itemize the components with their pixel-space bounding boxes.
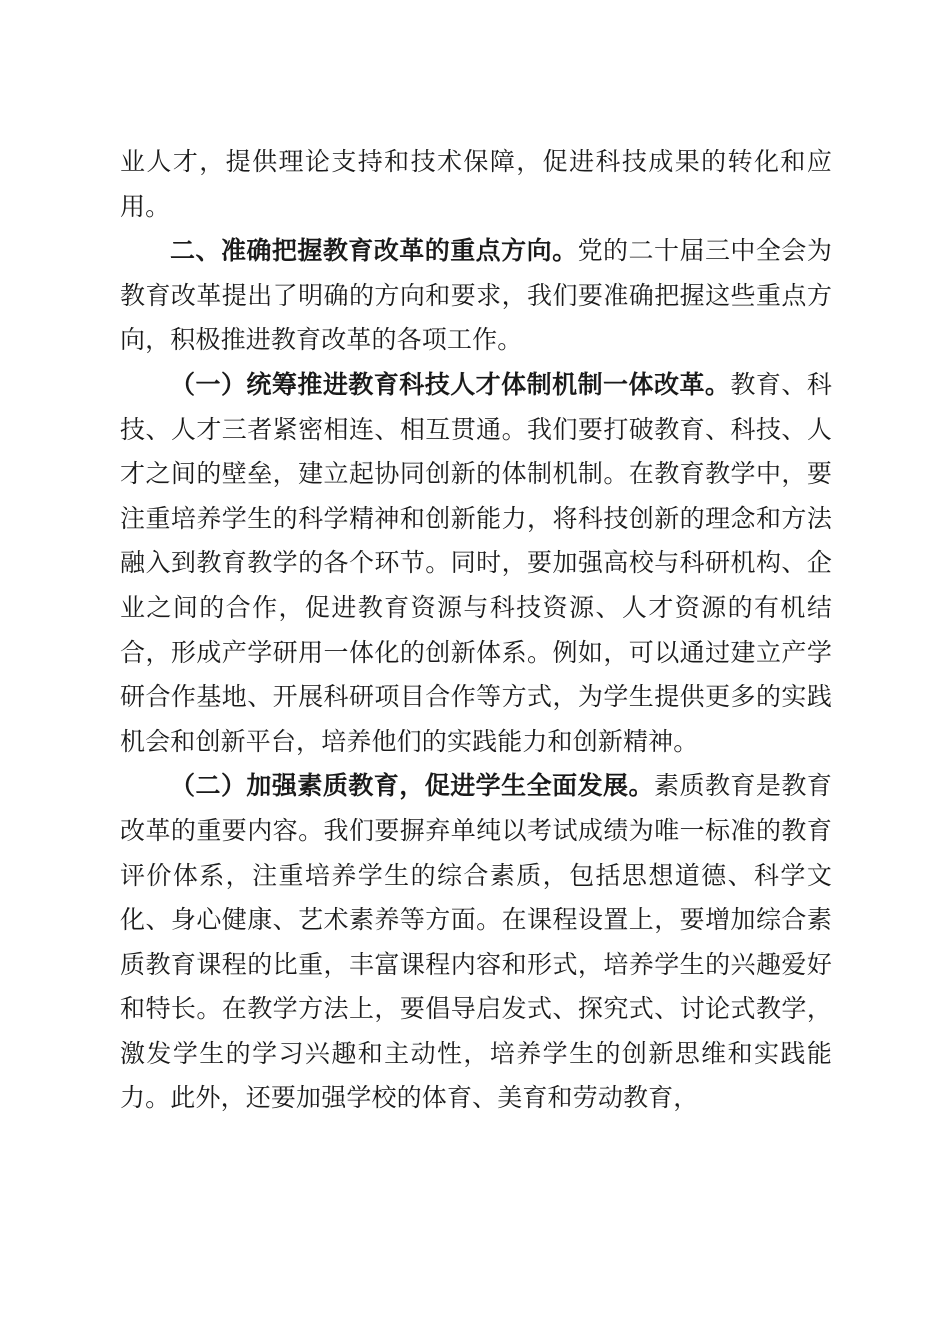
subsection-heading: （一）统筹推进教育科技人才体制机制一体改革。 (170, 369, 731, 399)
section-heading-paragraph (120, 229, 832, 363)
paragraph-continuation (120, 140, 832, 229)
subsection-heading: （二）加强素质教育，促进学生全面发展。 (170, 771, 654, 801)
paragraph-text: 业人才，提供理论支持和技术保障，促进科技成果的转化和应用。 (120, 147, 832, 221)
paragraph-text: 教育、科技、人才三者紧密相连、相互贯通。我们要打破教育、科技、人才之间的壁垒，建立起协同创新的体制机制。在教育教学中，要注重培养学生的科学精神和创新能力，将科技创新的理念和方法融入到教育教学的各个环节。同时，要加强高校与科研机构、企业之间的合作，促进教育资源与科技资源、人才资源的有机结合，形成产学研用一体化的创新体系。例如，可以通过建立产学研合作基地、开展科研项目合作等方式，为学生提供更多的实践机会和创新平台，培养他们的实践能力和创新精神。 (120, 369, 832, 756)
document-body (120, 140, 832, 1121)
subsection-paragraph-1 (120, 363, 832, 764)
paragraph-text: 素质教育是教育改革的重要内容。我们要摒弃单纯以考试成绩为唯一标准的教育评价体系，注重培养学生的综合素质，包括思想道德、科学文化、身心健康、艺术素养等方面。在课程设置上，要增加综合素质教育课程的比重，丰富课程内容和形式，培养学生的兴趣爱好和特长。在教学方法上，要倡导启发式、探究式、讨论式教学，激发学生的学习兴趣和主动性，培养学生的创新思维和实践能力。此外，还要加强学校的体育、美育和劳动教育， (120, 771, 832, 1113)
section-heading: 二、准确把握教育改革的重点方向。 (170, 236, 578, 266)
subsection-paragraph-2 (120, 764, 832, 1121)
paragraph-text: 党的二十届三中全会为教育改革提出了明确的方向和要求，我们要准确把握这些重点方向，积极推进教育改革的各项工作。 (120, 236, 832, 355)
